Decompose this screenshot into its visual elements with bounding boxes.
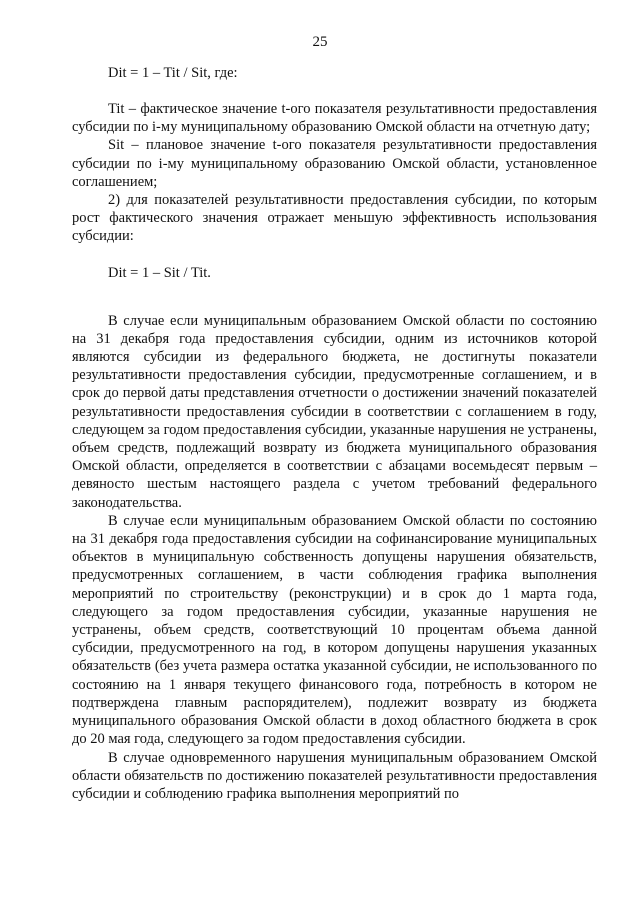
document-body xyxy=(72,64,597,803)
formula-dit-tit-sit: Dit = 1 – Tit / Sit, где: xyxy=(108,65,238,81)
paragraph-item-2: 2) для показателей результативности предоставления субсидии, по которым рост фактического значения отражает меньшую эффективность использования субсидии: xyxy=(72,192,597,245)
paragraph-case-simultaneous-violation: В случае одновременного нарушения муниципальным образованием Омской области обязательств по достижению показателей результативности предоставления субсидии и соблюдению графика выполнения мероприятий по xyxy=(72,749,597,802)
paragraph-case-construction-schedule: В случае если муниципальным образованием Омской области по состоянию на 31 декабря года предоставления субсидии на софинансирование муниципальных объектов в муниципальную собственность допущены нарушения обязательств, предусмотренных соглашением, в части соблюдения графика выполнения мероприятий по строительству (реконструкции) и в срок до 1 марта года, следующего за годом предоставления субсидии, указанные нарушения не устранены, объем средств, соответствующий 10 процентам объема данной субсидии, предусмотренного на год, в котором допущены нарушения указанных обязательств (без учета размера остатка указанной субсидии, не использованного по состоянию на 1 января текущего финансового года, потребность в котором не подтверждена главным распорядителем), подлежит возврату из бюджета муниципального образования Омской области в доход областного бюджета в срок до 20 мая года, следующего за годом предоставления субсидии. xyxy=(72,512,597,748)
formula-dit-sit-tit: Dit = 1 – Sit / Tit. xyxy=(108,264,211,281)
paragraph-case-federal-subsidy: В случае если муниципальным образованием Омской области по состоянию на 31 декабря года предоставления субсидии, одним из источников которой являются субсидии из федерального бюджета, не достигнуты показатели результативности предоставления субсидии, предусмотренные соглашением, и в срок до первой даты представления отчетности о достижении значений показателей результативности предоставления субсидии в соответствии с соглашением в году, следующем за годом предоставления субсидии, указанные нарушения не устранены, объем средств, подлежащий возврату из бюджета муниципального образования Омской области, определяется в соответствии с абзацами восемьдесят первым – девяносто шестым настоящего раздела с учетом требований федерального законодательства. xyxy=(72,312,597,511)
definition-tit: Tit – фактическое значение t-ого показателя результативности предоставления субсидии по i-му муниципальному образованию Омской области на отчетную дату; xyxy=(72,101,597,136)
page-number: 25 xyxy=(312,34,328,50)
definition-sit: Sit – плановое значение t-ого показателя результативности предоставления субсидии по i-му муниципальному образованию Омской области, установленное соглашением; xyxy=(72,137,597,190)
